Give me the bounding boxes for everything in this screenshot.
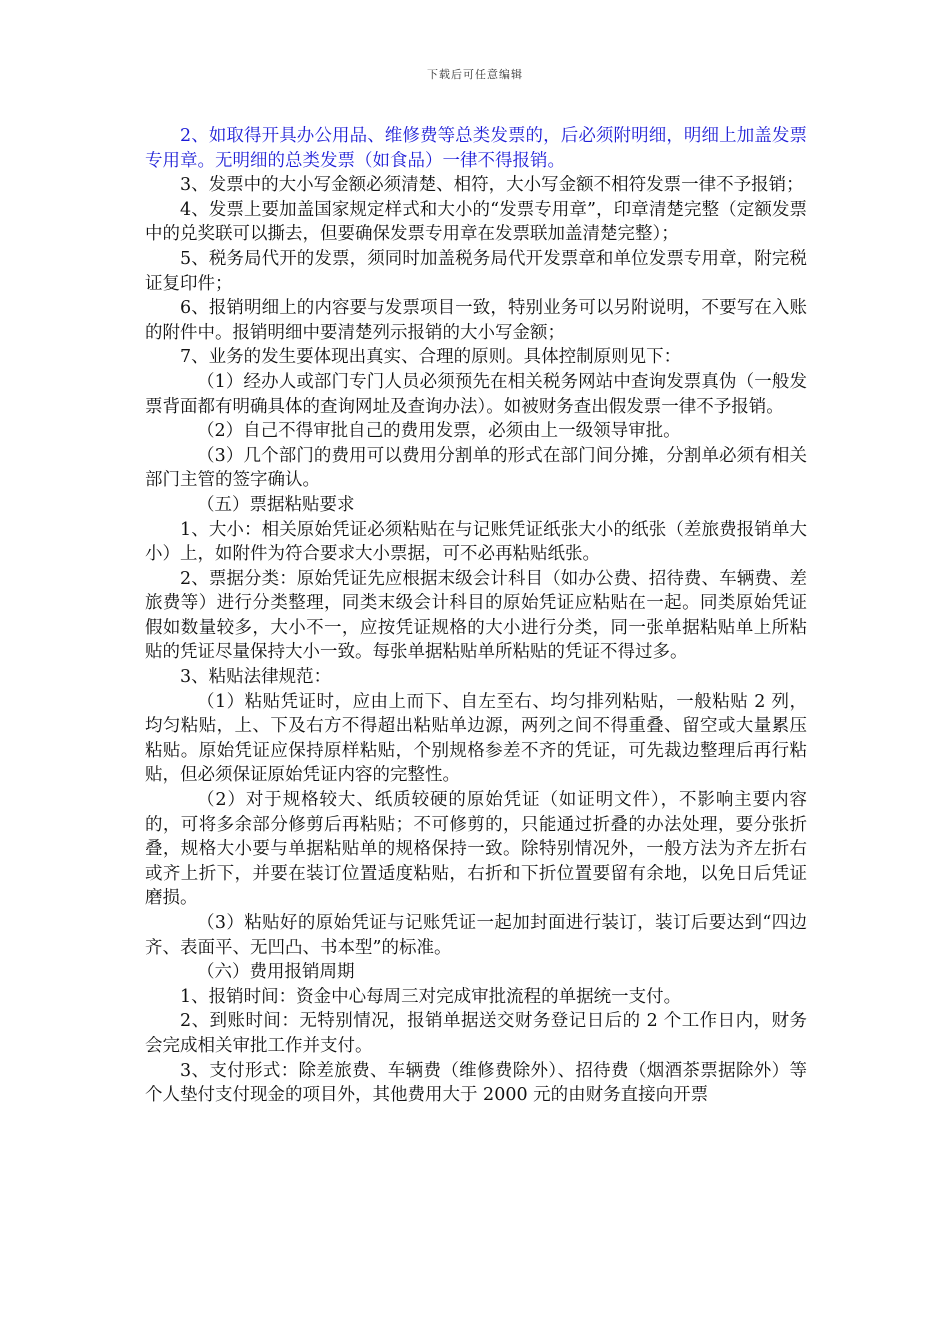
- paragraph: （1）经办人或部门专门人员必须预先在相关税务网站中查询发票真伪（一般发票背面都有明确具体的查询网址及查询办法）。如被财务查出假发票一律不予报销。: [145, 371, 807, 417]
- paragraph: 3、发票中的大小写金额必须清楚、相符，大小写金额不相符发票一律不予报销；: [180, 175, 804, 196]
- paragraph: （2）自己不得审批自己的费用发票，必须由上一级领导审批。: [197, 421, 681, 442]
- paragraph: 3、粘贴法律规范：: [180, 667, 332, 688]
- paragraph: 1、大小：相关原始凭证必须粘贴在与记账凭证纸张大小的纸张（差旅费报销单大小）上，如附件为符合要求大小票据，可不必再粘贴纸张。: [145, 519, 807, 565]
- paragraph: 2、到账时间：无特别情况，报销单据送交财务登记日后的 2 个工作日内，财务会完成相关审批工作并支付。: [145, 1011, 807, 1056]
- document-body: [145, 124, 807, 1108]
- paragraph: 1、报销时间：资金中心每周三对完成审批流程的单据统一支付。: [180, 986, 682, 1007]
- paragraph: 3、支付形式：除差旅费、车辆费（维修费除外）、招待费（烟酒茶票据除外）等个人垫付支付现金的项目外，其他费用大于 2000 元的由财务直接向开票: [145, 1060, 807, 1106]
- paragraph: 2、如取得开具办公用品、维修费等总类发票的，后必须附明细，明细上加盖发票专用章。无明细的总类发票（如食品）一律不得报销。: [145, 126, 807, 171]
- page-header: 下载后可任意编辑: [427, 68, 523, 81]
- paragraph: 6、报销明细上的内容要与发票项目一致，特别业务可以另附说明，不要写在入账的附件中。报销明细中要清楚列示报销的大小写金额；: [145, 298, 807, 343]
- section-heading: （六）费用报销周期: [197, 962, 355, 983]
- paragraph: （1）粘贴凭证时，应由上而下、自左至右、均匀排列粘贴，一般粘贴 2 列，均匀粘贴，上、下及右方不得超出粘贴单边源，两列之间不得重叠、留空或大量累压粘贴。原始凭证应保持原样粘贴，个别规格参差不齐的凭证，可先裁边整理后再行粘贴，但必须保证原始凭证内容的完整性。: [145, 691, 807, 786]
- paragraph: （2）对于规格较大、纸质较硬的原始凭证（如证明文件），不影响主要内容的，可将多余部分修剪后再粘贴；不可修剪的，只能通过折叠的办法处理，要分张折叠，规格大小要与单据粘贴单的规格保持一致。除特别情况外，一般方法为齐左折右或齐上折下，并要在装订位置适度粘贴，右折和下折位置要留有余地，以免日后凭证磨损。: [145, 790, 807, 909]
- paragraph: 2、票据分类：原始凭证先应根据末级会计科目（如办公费、招待费、车辆费、差旅费等）进行分类整理，同类末级会计科目的原始凭证应粘贴在一起。同类原始凭证假如数量较多，大小不一，应按凭证规格的大小进行分类，同一张单据粘贴单上所粘贴的凭证尽量保持大小一致。每张单据粘贴单所粘贴的凭证不得过多。: [145, 568, 807, 663]
- paragraph: （3）几个部门的费用可以费用分割单的形式在部门间分摊，分割单必须有相关部门主管的签字确认。: [145, 445, 807, 491]
- section-heading: （五）票据粘贴要求: [197, 494, 355, 515]
- paragraph: 5、税务局代开的发票，须同时加盖税务局代开发票章和单位发票专用章，附完税证复印件；: [145, 248, 807, 294]
- paragraph: （3）粘贴好的原始凭证与记账凭证一起加封面进行装订，装订后要达到“四边齐、表面平、无凹凸、书本型”的标准。: [145, 913, 807, 958]
- paragraph: 4、发票上要加盖国家规定样式和大小的“发票专用章”，印章清楚完整（定额发票中的兑奖联可以撕去，但要确保发票专用章在发票联加盖清楚完整）；: [145, 199, 807, 245]
- paragraph: 7、业务的发生要体现出真实、合理的原则。具体控制原则见下：: [180, 347, 682, 368]
